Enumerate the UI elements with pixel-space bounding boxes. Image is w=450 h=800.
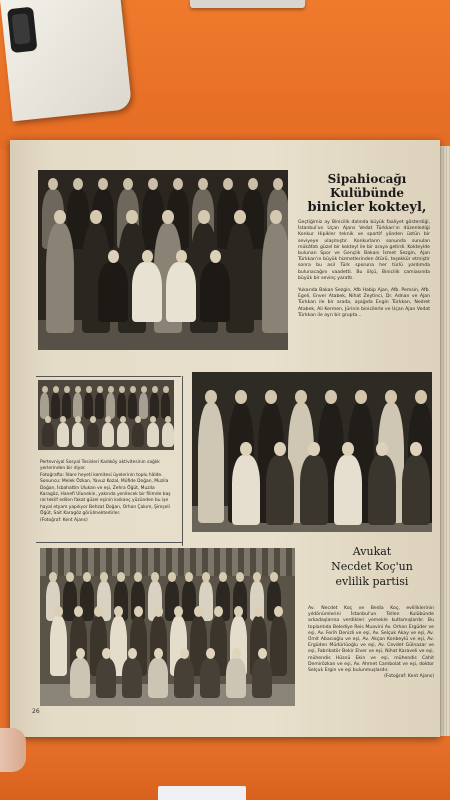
figure-head: [108, 386, 114, 393]
magazine-page: [10, 140, 440, 737]
figure-head: [76, 648, 85, 659]
figure-body: [232, 455, 260, 525]
figure-head: [202, 572, 210, 582]
figure-head: [119, 386, 125, 393]
figure-head: [194, 606, 203, 617]
figure-head: [134, 606, 143, 617]
article-top-title-line2: Kulübünde: [329, 186, 405, 200]
figure-body: [132, 262, 162, 322]
caption-small-intro: Pertevniyal Sosyal Tesisleri Kadıköy aktivitesinin sağlık yerlerinden bir diyor.: [40, 460, 160, 472]
figure-head: [48, 178, 58, 190]
figure-body: [334, 455, 362, 525]
device-lens-inner: [12, 13, 31, 45]
figure-body: [200, 262, 230, 322]
figure-body: [96, 658, 116, 698]
photo-equestrian-group: [192, 372, 432, 532]
figure-head: [232, 648, 241, 659]
figure-head: [128, 648, 137, 659]
figure-head: [105, 416, 111, 423]
figure-head: [206, 648, 215, 659]
article-top-paragraph1: Geçtiğimiz ay Binicilik dalında büyük faaliyet gösterdiği, İstanbul'un Uçan Ajans Vedat Türkkan'ın düzenlediği Konkur Hipikler teknik ve sportif yönden üstün bir seviyeye ulaşmıştır. Konkurların sonunda sunulan mükâfatı güzel bir kokteyl ile bir araya getirdi. Kokteylde bulunan Spor ve Gençlik Bakanı İsmet Sezgin, Ajan Türkkan'ın büyük hizmetlerinden ötürü, teşekkür etmiştir sonra bu asil Türk sporuna her türlü yardımda bulunacağını vaadetti. Bu ölçü, Binicilik camiasında büyük bir sevinç yarattı.: [298, 220, 430, 281]
photo-cocktail-group: [38, 170, 288, 350]
figure-head: [102, 648, 111, 659]
figure-head: [60, 416, 66, 423]
caption-small-credit: (Fotoğraf: Kent Ajans): [40, 517, 88, 523]
figure-body: [128, 393, 137, 419]
figure-body: [266, 455, 294, 525]
figure-head: [274, 606, 283, 617]
figure-head: [214, 606, 223, 617]
figure-body: [150, 393, 159, 419]
figure-body: [122, 658, 142, 698]
figure-head: [270, 572, 278, 582]
figure-head: [86, 386, 92, 393]
article-top-paragraph2: Yukarıda Bakan Sezgin, Afb Habip Ajan, Afb. Pemsin, Afb. Egeli, Enver Atabek, Nihat Zeytinci, Dr. Adnan ve Ajan Türkkan ile bir arada, aşağıda Engin Türkkan, Nedret Atabek, Ali Kermen, Jürinin binicilerle ve Uçan Ajan Vedat Türkkan ile ayrı bir grupta...: [298, 288, 430, 318]
figure-body: [51, 393, 60, 419]
figure-body: [200, 658, 220, 698]
figure-head: [223, 178, 233, 190]
figure-head: [152, 386, 158, 393]
figure-head: [135, 416, 141, 423]
desk-finger: [0, 728, 26, 772]
figure-head: [385, 390, 397, 404]
figure-head: [83, 572, 91, 582]
figure-head: [273, 178, 283, 190]
article-bottom-title-line3: evlilik partisi: [335, 575, 409, 588]
figure-head: [54, 210, 66, 224]
figure-head: [185, 572, 193, 582]
figure-body: [57, 423, 69, 447]
desk-strip: [190, 0, 305, 8]
figure-head: [73, 178, 83, 190]
page-number: 26: [32, 708, 40, 715]
figure-head: [173, 178, 183, 190]
article-bottom-text: Av. Necdet Koç ve Bedia Koç, evliliklerinin yıldönümlerini İstanbul'un Tellen Kulübünde arkadaşlarına verdikleri yemekle kutlamışlardır. Bu toplantıda Belediye Reis Muavini Av. Orhan Ergüder ve eşi, Av. Ferih Denizli ve eşi, Av. Selçuk Akay ve eşi, Av. Ümit Abacıoğlu ve eşi, Av. Akçan Konbeylü ve eşi, Av. Ergüden Müdürlüoğlu ve eşi, Av. Cevdet Gülnazar ve eşi, Fabrikatör Bekir Elver ve eşi, Nihat Karaveli ve eşi, mühendis Hüsnü Ekin ve eşi, mühendis Cahit Demirözkan ve eşi, Av. Ahmet Cambolat ve eşi, doktor Selçuk Ergin ve eşi bulunmuşlardır.: [308, 606, 434, 674]
figure-head: [198, 178, 208, 190]
desk-device: [0, 0, 132, 121]
figure-body: [226, 223, 254, 333]
figure-body: [174, 658, 194, 698]
article-bottom-body: [308, 606, 434, 680]
figure-head: [42, 386, 48, 393]
article-top-title: [298, 172, 436, 216]
figure-body: [73, 393, 82, 419]
figure-body: [270, 616, 287, 676]
figure-body: [40, 393, 49, 419]
article-bottom-credit: (Fotoğraf: Kent Ajans): [384, 674, 434, 680]
figure-head: [66, 572, 74, 582]
figure-body: [262, 223, 288, 333]
caption-small: [40, 460, 174, 524]
figure-head: [53, 386, 59, 393]
figure-head: [154, 648, 163, 659]
figure-body: [42, 423, 54, 447]
figure-head: [90, 416, 96, 423]
figure-head: [258, 648, 267, 659]
figure-body: [198, 403, 224, 523]
figure-head: [165, 416, 171, 423]
figure-body: [84, 393, 93, 419]
frame-rule: [182, 376, 183, 546]
figure-body: [70, 658, 90, 698]
figure-body: [139, 393, 148, 419]
figure-head: [98, 178, 108, 190]
figure-head: [254, 606, 263, 617]
figure-body: [402, 455, 430, 525]
figure-head: [49, 572, 57, 582]
article-bottom-title: [310, 544, 434, 589]
figure-head: [205, 390, 217, 404]
figure-head: [54, 606, 63, 617]
figure-body: [102, 423, 114, 447]
photo-social-facility: [38, 380, 174, 450]
figure-head: [74, 606, 83, 617]
figure-body: [46, 223, 74, 333]
figure-body: [161, 393, 170, 419]
figure-body: [252, 658, 272, 698]
figure-head: [174, 606, 183, 617]
article-top-title-line3: binicler kokteyl,: [307, 200, 427, 215]
figure-head: [325, 390, 337, 404]
figure-head: [45, 416, 51, 423]
figure-head: [176, 250, 187, 263]
figure-head: [108, 250, 119, 263]
figure-head: [210, 250, 221, 263]
figure-body: [162, 423, 174, 447]
photo-wedding-anniversary: [40, 548, 295, 706]
figure-head: [100, 572, 108, 582]
figure-head: [236, 572, 244, 582]
figure-head: [94, 606, 103, 617]
frame-rule: [36, 542, 182, 543]
figure-head: [265, 390, 277, 404]
figure-body: [132, 423, 144, 447]
figure-head: [234, 606, 243, 617]
figure-head: [248, 178, 258, 190]
figure-head: [130, 386, 136, 393]
article-top-title-line1: Sipahiocağı: [327, 172, 407, 186]
caption-small-names: Fotoğrafta: İdare heyeti komitesi üyelerinin toplu hâlde. Sonuncu: Melek Özkan, Yavuz Kozal, Müfide Doğan, Muzila Doğan, İsbahattin Ulukan ve eşi, Zehra Öğüt, Muzila Karagöz, Hanefi Ulunekin, yakında yenilecek bir filimde baş rol teklif edilen fakat güzel eşinin kıskanç yüzünden bu işe hayal etyam yapılıyor Behzat Doğan, Orhan Çakım, Şimşeli Öğüt, Sait Karagöz görülmektedirler.: [40, 472, 171, 517]
figure-body: [95, 393, 104, 419]
figure-head: [142, 250, 153, 263]
figure-head: [75, 416, 81, 423]
figure-body: [368, 455, 396, 525]
page-stack-edge: [440, 146, 450, 736]
figure-head: [168, 572, 176, 582]
figure-head: [123, 178, 133, 190]
figure-head: [64, 386, 70, 393]
figure-body: [117, 423, 129, 447]
figure-head: [295, 390, 307, 404]
figure-head: [180, 648, 189, 659]
figure-body: [106, 393, 115, 419]
figure-head: [150, 416, 156, 423]
figure-head: [151, 572, 159, 582]
figure-head: [134, 572, 142, 582]
figure-head: [235, 390, 247, 404]
figure-body: [300, 455, 328, 525]
frame-rule: [36, 376, 181, 377]
figure-head: [75, 386, 81, 393]
figure-body: [226, 658, 246, 698]
figure-head: [120, 416, 126, 423]
figure-head: [117, 572, 125, 582]
article-bottom-title-line2: Necdet Koç'un: [331, 560, 413, 573]
article-bottom-title-line1: Avukat: [352, 545, 392, 558]
figure-body: [98, 262, 128, 322]
figure-head: [253, 572, 261, 582]
figure-head: [97, 386, 103, 393]
figure-body: [62, 393, 71, 419]
figure-head: [415, 390, 427, 404]
figure-head: [163, 386, 169, 393]
desk-card: [158, 786, 246, 800]
figure-body: [117, 393, 126, 419]
figure-body: [166, 262, 196, 322]
figure-head: [154, 606, 163, 617]
figure-head: [141, 386, 147, 393]
figure-body: [87, 423, 99, 447]
figure-head: [219, 572, 227, 582]
figure-body: [72, 423, 84, 447]
figure-body: [148, 658, 168, 698]
figure-body: [147, 423, 159, 447]
figure-head: [355, 390, 367, 404]
figure-head: [148, 178, 158, 190]
figure-head: [114, 606, 123, 617]
figure-body: [50, 616, 67, 676]
